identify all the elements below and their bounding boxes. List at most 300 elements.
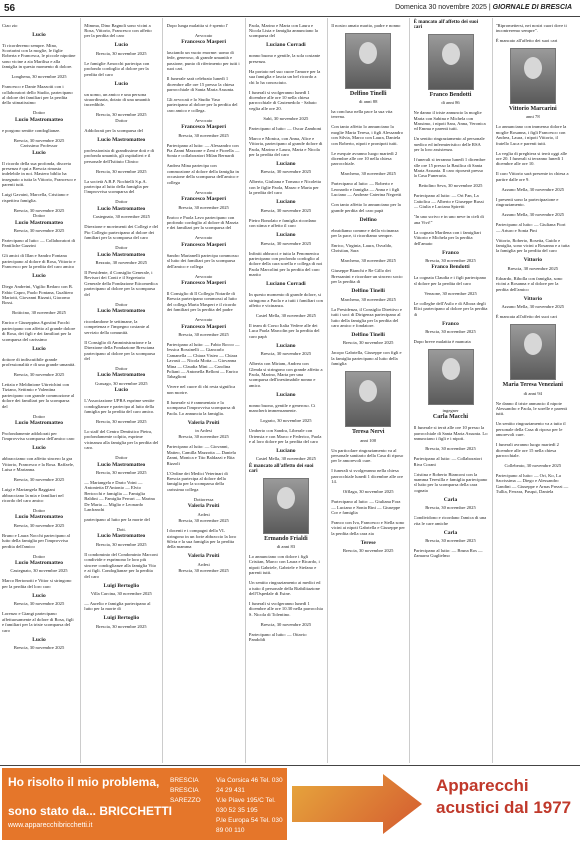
place-date: Botticino, 30 novembre 2025 bbox=[12, 310, 66, 316]
arrow-graphic-icon bbox=[292, 774, 422, 834]
obituary-text: Un sentito ringraziamento al personale medico ed infermieristico delle RSA per la loro assistenza. bbox=[413, 136, 485, 153]
obituary-text: "Ripromettersi, nei nostri cuori dove ti incontreremo sempre". bbox=[495, 22, 567, 33]
deceased-name: Delfino Tinelli bbox=[351, 288, 385, 295]
deceased-name: Franco bbox=[442, 320, 459, 327]
place-date: Azzano Mella, 30 novembre 2025 bbox=[501, 304, 565, 310]
obituary-text: Con tanto affetto lo annunciano la moglie Maria Teresa, i figli Alessandro con Silvia, Marco con Laura, Daniela con Roberto, nipoti e pronipoti tutti. bbox=[331, 124, 403, 146]
obituary-text: Il nostro amato marito, padre e nonno bbox=[331, 22, 401, 28]
deceased-name: Luciano bbox=[276, 448, 296, 454]
deceased-name: Francesco Masperi bbox=[181, 124, 226, 131]
obituary-text: nonno buono, gentile e generoso. Ci mancherà immensamente. bbox=[248, 402, 316, 414]
obituary-text: lasciando un vuoto enorme: uomo di fede, generoso, di grande umanità e passione, punto di riferimento per tutti i suoi cari. bbox=[166, 50, 240, 72]
obituary-text: Jacopo Gabriella, Giuseppe con figli e la famiglia partecipano al lutto della famiglia bbox=[331, 350, 402, 367]
title-line: Dottor bbox=[33, 413, 45, 419]
place-date: Brescia, 30 novembre 2025 bbox=[342, 548, 394, 554]
place-date: Brescia, 30 novembre 2025 bbox=[96, 419, 147, 424]
obituary-text: È mancato all'affetto dei suoi cari bbox=[495, 38, 558, 43]
obituary-text: Dopo lunga malattia si è spento l' bbox=[166, 22, 228, 28]
place-date: Castegnato, 30 novembre 2025 bbox=[92, 214, 150, 220]
place-date: Brescia, 30 novembre 2025 bbox=[425, 505, 476, 511]
place-date: Brescia, 30 novembre 2025 bbox=[96, 623, 147, 629]
obituary-text: In questo momento di grande dolore, si stringono a Paola e a tutti i familiari con affetto e vicinanza. bbox=[248, 292, 323, 308]
page-header bbox=[0, 0, 580, 17]
obituary-text: Partecipano al lutto: — Giuliana Fiori — Arturo e Sonia Pini bbox=[495, 222, 566, 233]
obituary-text: abbracciamo con affetto sincero la gra Vittorio, Francesco e la Rosa. Raffaele, Luisa e Marianna. bbox=[2, 456, 75, 473]
title-line: Dottor bbox=[115, 455, 128, 461]
title-line: Dottor bbox=[115, 365, 128, 371]
obituary-text: Ne danno il triste annuncio la moglie Maria con Sabina e Michela con Massimo, i nipoti Sara, Anna, Veronica ed Emma e parenti tutti. bbox=[413, 110, 486, 132]
page-number: 56 bbox=[4, 3, 16, 14]
advertising-footer bbox=[0, 765, 580, 843]
obituary-text: La Presidenza, il Consiglio Direttivo e tutti i soci di Dirigenza partecipano al lutto della famiglia per la perdita del caro amico e fondatore. bbox=[331, 306, 402, 328]
title-line: anni 78 bbox=[525, 114, 540, 120]
ad-contact-row bbox=[216, 776, 287, 796]
obituary-text: I funerali si svolgeranno lunedì 1 dicembre alle ore 10 nella chiesa parrocchiale di Castenedolo - Sabato veglia alle ore 20. bbox=[248, 89, 317, 111]
column-7 bbox=[496, 18, 570, 763]
title-line: Dottor bbox=[33, 213, 45, 219]
obituary-text: È mancata all'affetto dei suoi cari bbox=[495, 314, 558, 320]
deceased-photo bbox=[345, 371, 391, 427]
place-date: Brescia, 30 novembre 2025 bbox=[13, 477, 65, 483]
ad-hearing-line-2: acustici dal 1977 bbox=[436, 798, 572, 817]
obituary-text: — Aurelio e famiglia partecipano al lutto per la morte di bbox=[84, 600, 151, 612]
obituary-text: Vivere nel cuore di chi resta significa non morire. bbox=[166, 384, 236, 395]
deceased-name: Francesco Masperi bbox=[181, 323, 226, 330]
obituary-text: Vittorio, Roberto, Rosetta, Guido e famiglia, sono vicini a Rosanna e a tutta la famiglia per la perdita del caro bbox=[495, 237, 570, 254]
title-line: Dottor bbox=[33, 110, 45, 116]
deceased-name: Luciano bbox=[276, 342, 296, 349]
deceased-name: Lucio Mastromatteo bbox=[97, 307, 146, 314]
obituary-text: Lo staff del Centro Dentistico Pietra, profondamente colpito, esprime vicinanza alla famiglia per la perdita del caro. bbox=[84, 429, 159, 451]
obituary-text: Francesco e Dante Mazzotti con i collaboratori dello Studio, partecipano al dolore dei familiari per la perdita dello stimatissimo bbox=[2, 84, 73, 106]
deceased-name: Lucio Mastromatteo bbox=[14, 514, 63, 521]
place-date: Brescia, 30 novembre 2025 bbox=[13, 207, 65, 213]
deceased-name: Lucio bbox=[32, 636, 46, 643]
place-date: Brescia, 30 novembre 2025 bbox=[13, 644, 65, 650]
obituary-text: Il condominio del Condominio Marconi condivide e esprimono le loro più sincere condoglianze alla famiglia Vito e ai figli. Condoglianze per la perdita del caro bbox=[84, 551, 158, 579]
ad-location: BRESCIA bbox=[170, 787, 199, 794]
obituary-text: Letizia e Meldinione Uttreichini con Tiziano, Settimio e Valentina partecipano con grande commozione al dolore dei familiari per la scomparsa del bbox=[2, 381, 75, 409]
ad-hearing-aids[interactable] bbox=[290, 768, 578, 840]
ad-contact-row bbox=[216, 816, 287, 836]
title-line: Avvocato bbox=[194, 117, 213, 123]
obituary-text: Bruno e Laura Nocchi partecipano al lutto della famiglia per l'improvvisa perdita dell'amico bbox=[2, 532, 70, 549]
obituary-text: Lo annunciano con dolore i figli Cristian, Marco con Laura e Ricardo, i nipoti Gabriele, Gabriele e Stefano e parenti tutti. bbox=[248, 554, 320, 576]
deceased-photo bbox=[345, 33, 391, 89]
ad-contact-row bbox=[216, 796, 287, 816]
title-line: in Ardesi bbox=[195, 428, 212, 434]
deceased-name: Lucio Mastromatteo bbox=[97, 372, 146, 379]
obituary-text: Luigi Gavaini, Marcella, Cristiano e rispettiva famiglia. bbox=[2, 192, 69, 203]
deceased-name: Lucio Mastromatteo bbox=[97, 136, 146, 143]
column-3 bbox=[167, 18, 241, 763]
obituary-text: Infiniti abbracci e tutta la Fenomenica partecipano con profondo cordoglio al dolore della cara sorella e collega di noi Paola Marcolini per la perdita del caro marito bbox=[248, 250, 323, 278]
deceased-name: Carla bbox=[443, 529, 458, 536]
obituary-text: Pietro Bonolato e famiglia ricordano con stima e affetto il caro bbox=[248, 217, 317, 229]
deceased-name: Carla bbox=[443, 496, 458, 503]
obituary-text: dottore di indiscutibile grande professionalità e di una grande umanità. bbox=[2, 356, 76, 367]
obituary-text: La società A.B.P. Nochtelli S.p.A. partecipa al lutto della famiglia per l'improvvisa scomparsa del bbox=[84, 178, 149, 195]
column-5 bbox=[331, 18, 405, 763]
place-date: Brescia, 30 novembre 2025 bbox=[425, 446, 476, 452]
deceased-photo bbox=[428, 34, 474, 90]
deceased-name-large: Delfino Tinelli bbox=[349, 90, 387, 97]
place-date: Sabì, 30 novembre 2025 bbox=[263, 115, 309, 121]
obituary-text: Partecipano al lutto: — Ottavio Pandoldi bbox=[248, 631, 307, 643]
title-line: Avvocato bbox=[194, 189, 213, 195]
deceased-name: Luigi Bertoglio bbox=[103, 582, 140, 589]
obituary-text: Sandro Marianelli partecipa commosso al lutto dei familiari per la scomparsa dell'amico e collega bbox=[166, 252, 239, 269]
title-line: Dottor bbox=[115, 199, 128, 205]
deceased-name: Francesco Masperi bbox=[181, 196, 226, 203]
obituary-text: ebraidiamo comme e della vicinanza per la pace, ti ricordiamo sempre. bbox=[331, 227, 399, 239]
obituary-text: Il Consiglio di Il Collegio Notarile di Brescia partecipano commossi al lutto del collega Marta Masperi e il ricordo dei familiari per la perdita del padre bbox=[166, 290, 237, 313]
title-line: Avvocato bbox=[194, 317, 213, 323]
place-date: Longhena, 30 novembre 2025 bbox=[11, 74, 67, 80]
obituary-text: e porgono sentite condoglianze. bbox=[2, 127, 61, 133]
title-line: di anni 83 bbox=[276, 544, 296, 550]
obituary-text: Umberto con Sandra, Liberale con Ortensia e con Marco e Federico, Paola e al loro dolore per la perdita del caro bbox=[248, 428, 322, 444]
deceased-name: Lucio bbox=[32, 273, 46, 280]
obituary-text: L'Associazione UPRA esprime sentite condoglianze e partecipa al lutto della famiglia per la perdita del caro amico. bbox=[84, 398, 155, 414]
deceased-name: Lucio Mastromatteo bbox=[97, 251, 146, 258]
obituary-text: — Mariangela e Dario Voini — Antonietta D'Antonio — Elvio Bertocchi e famiglia — Famiglia Baldini — Famiglia Ferrari — Marina De Maria — Miglio e Leonardo Lanfranchi bbox=[84, 480, 155, 513]
obituary-text: Edoardo, Ribolla con famiglia, sono vicini a Rosanna e al dolore per la perdita dell'amico bbox=[495, 275, 563, 292]
place-date: Castel Mella, 30 novembre 2025 bbox=[255, 456, 316, 462]
obituary-text: Giuseppe Bianchi e Re Gillo dei Bressanini e ricordare un sincero socio per la perdita di bbox=[331, 268, 403, 285]
place-date: Azzano Mella, 30 novembre 2025 bbox=[501, 212, 565, 218]
ad-locations bbox=[170, 776, 201, 806]
place-date: Brescia, 30 novembre 2025 bbox=[178, 331, 229, 337]
obituary-text: Partecipano al lutto: — Roberto e Leonardo e famiglia — Anna e i figli Luciano — Andreae Caterina Negretti bbox=[331, 181, 402, 198]
title-line: di anni 88 bbox=[359, 99, 378, 104]
obituary-text: La veglia di preghiera si terrà oggi alle ore 20. I funerali si terranno lunedì 1 dicembre alle ore 10. bbox=[495, 150, 568, 167]
place-date: Brescia, 30 novembre 2025 bbox=[260, 207, 312, 213]
deceased-name-large: Maria Teresa Veneziani bbox=[502, 382, 563, 389]
place-date: Brescia, 30 novembre 2025 bbox=[425, 538, 476, 543]
obituary-text: Addolorati per la scomparsa del bbox=[84, 127, 143, 133]
place-date: Venzone, 30 novembre 2025 bbox=[424, 290, 477, 296]
deceased-name: Luciano bbox=[276, 161, 296, 168]
obituary-text: Il funerale si è rammentato e la scomparsa l'improvvisa scomparsa di Paola. Lo annuncia la famiglia. bbox=[166, 399, 236, 416]
deceased-name: Lucio Mastromatteo bbox=[14, 116, 63, 123]
ad-address: V.le Piave 195/C bbox=[216, 797, 264, 804]
ad-headline-2: sono stato da... BRICCHETTI bbox=[8, 804, 173, 818]
obituary-text: Lo annunciano con immenso dolore la moglie Rosanna, i figli Francesco con Andrea, Laura, i nipoti Vittorio, il fratello Luca e parenti tutti. bbox=[495, 124, 567, 146]
obituary-text: un uomo, un amico e una persona straordinaria, dotato di una umanità incredibile. bbox=[84, 91, 150, 108]
title-line: Avvocato bbox=[194, 32, 213, 38]
column-4 bbox=[249, 18, 323, 763]
ad-website[interactable]: www.apparecchibricchetti.it bbox=[8, 822, 93, 829]
place-date: Rezzato, 30 novembre 2025 bbox=[95, 259, 148, 265]
deceased-name: Lucio bbox=[32, 31, 46, 38]
deceased-name: Terese bbox=[360, 539, 376, 546]
obituary-text: Direzione e movimenti dei Collegi e del Pio Collegio partecipano al dolore dei familiari per la scomparsa del caro bbox=[84, 224, 159, 241]
announcement-heading: È mancato all'affetto dei suoi cari bbox=[413, 19, 479, 31]
deceased-name: Lucio Mastromatteo bbox=[97, 461, 146, 468]
place-date: Marcheno, 30 novembre 2025 bbox=[340, 171, 396, 177]
title-line: Dottor bbox=[115, 117, 128, 123]
header-date-line: Domenica 30 novembre 2025 | GIORNALE DI BRESCIA bbox=[395, 4, 572, 11]
obituary-text: Un particolare ringraziamento va al personale sanitario della Casa di riposo per le amorevoli cure. bbox=[331, 447, 404, 464]
obituary-text: Franco con Iva, Francesco e Stella sono vicini ai nipoti Gabriella e Giuseppe per la perdita della cara zia bbox=[331, 519, 405, 536]
obituary-text: La cognata Marilena con i famigliari Vittorio e Michela per la perdita dell'amato bbox=[413, 229, 481, 246]
obituary-text: Il ricordo della sua profonda, discreta presenza è qui a Brescia rimasta indelebile in noi. Mastero biblio ha insegnato a tutta la Vittorio, Francesco e parenti tutti. bbox=[2, 160, 76, 188]
deceased-name: Luciano Corradi bbox=[266, 42, 306, 49]
place-date: Brescia, 30 novembre 2025 bbox=[342, 340, 394, 346]
deceased-photo bbox=[263, 478, 309, 534]
place-date: Brescia, 30 novembre 2025 bbox=[260, 351, 312, 357]
column-divider bbox=[409, 18, 410, 763]
ad-location: BRESCIA bbox=[170, 777, 199, 784]
deceased-name: Lucio bbox=[114, 80, 129, 87]
obituary-text: Le famiglie Arnocchi partecipa con profondo cordoglio al dolore per la perdita del caro bbox=[84, 60, 150, 77]
deceased-name: Valeria Proiti bbox=[187, 419, 220, 426]
deceased-name: Lucio Mastromatteo bbox=[14, 219, 63, 226]
title-line: Carissimo Professor bbox=[20, 143, 58, 149]
title-line: di anni 86 bbox=[441, 100, 460, 106]
deceased-name: Lucio bbox=[32, 592, 46, 599]
obituary-text: Condividono e ricordano l'amica di una vita le care amiche bbox=[413, 515, 487, 526]
place-date: Brescia, 30 novembre 2025 bbox=[425, 328, 476, 334]
deceased-name: Lucio bbox=[32, 345, 46, 352]
place-date: Brescia, 30 novembre 2025 bbox=[96, 541, 147, 547]
title-line: Avvocato bbox=[194, 235, 213, 241]
obituary-text: Ti ricorderemo sempre. Mino, Scortarini con la moglie, le figlie Roberta e Francesca, le piccole nipotine sono vicine a zia Marilisa e alla famiglia in questo momento di dolore. bbox=[2, 42, 76, 70]
place-date: Villa Carcina, 30 novembre 2025 bbox=[90, 590, 152, 596]
column-1 bbox=[2, 18, 76, 763]
obituary-text: La cognata Claudia e i figli partecipano al dolore per la perdita del caro bbox=[413, 275, 487, 286]
deceased-name: Lucio Mastromatteo bbox=[97, 533, 146, 540]
title-line: Dottor bbox=[33, 508, 45, 514]
obituary-text: Enrico e Giuseppina Agostini Facchi partecipano con affetto al grande dolore di Rosa, dei figli e dei familiari per la scomparsa del carissimo bbox=[2, 320, 76, 342]
deceased-name: Franco bbox=[442, 249, 459, 256]
column-divider bbox=[245, 18, 246, 763]
obituary-text: Le colleghe dell'Asilo e di Albora degli Elici partecipano al dolore per la perdita di bbox=[413, 300, 488, 317]
deceased-name: Luciano bbox=[276, 391, 296, 398]
place-date: Gussago, 30 novembre 2025 bbox=[95, 380, 148, 386]
deceased-name-large: Vittorio Marcarini bbox=[508, 106, 557, 112]
title-line: Dottor bbox=[33, 553, 45, 559]
ad-hearing-line-1: Apparecchi bbox=[436, 776, 529, 795]
obituary-text: Gli avvocati e lo Studio Vaso partecipano al dolore per la perdita del caro amico e collega. bbox=[166, 97, 238, 113]
place-date: Azzano Mella, 30 novembre 2025 bbox=[501, 186, 565, 192]
deceased-name: Francesco Masperi bbox=[181, 241, 226, 248]
deceased-name: Luciano bbox=[276, 232, 296, 239]
place-date: Brescia, 30 novembre 2025 bbox=[178, 204, 229, 210]
place-date: Brescia, 30 novembre 2025 bbox=[507, 265, 559, 271]
place-date: Brescia, 30 novembre 2025 bbox=[178, 568, 229, 574]
title-line: Ardesi bbox=[197, 511, 210, 517]
obituary-text: Ciao zio bbox=[2, 22, 18, 28]
deceased-name: Valeria Proiti bbox=[187, 553, 220, 560]
obituary-text: I presenti sono la partecipazione e ringraziamento. bbox=[495, 196, 559, 208]
title-line: Dott. bbox=[116, 527, 126, 533]
obituary-text: nonno buono e gentile, la sola costante presenza. bbox=[248, 53, 321, 64]
deceased-photo bbox=[428, 349, 474, 405]
obituary-text: Marco e Monica, con Anna, Alice e Vittoria, partecipano al grande dolore di Paola, Marino e Laura, Marta e Nicola per la perdita del caro bbox=[248, 135, 323, 158]
title-line: Dottor bbox=[115, 301, 128, 307]
obituary-text: Partecipano al lutto: — Ori Fan, La Cattolica — Alberto e Giuseppe Russi — Giulia e Luciana Spiretti bbox=[413, 193, 484, 210]
place-date: Castegnato, 30 novembre 2025 bbox=[10, 568, 68, 574]
obituary-text: "In uno scrivo e in uno neve in cieli di una Vivi!" bbox=[413, 214, 484, 225]
obituary-text: Diego Andreini, Vigilio Redaro con B. Fabio Capro, Paolo Fontana, Gualtiero Mariotti, Giovanni Rizzuti, Giacomo Bossi. bbox=[2, 284, 74, 306]
place-date: Brescia, 30 novembre 2025 bbox=[178, 434, 229, 440]
deceased-name: Delfino bbox=[359, 216, 377, 223]
ad-address: Via Corsica 46 bbox=[216, 777, 259, 784]
obituary-text: Con tanto affetto lo annunciano per la grande perdita del caro papà bbox=[331, 202, 401, 213]
place-date: Brescia, 30 novembre 2025 bbox=[96, 112, 147, 118]
newspaper-name: GIORNALE DI BRESCIA bbox=[492, 4, 572, 11]
deceased-name: Luigi Bertoglio bbox=[103, 615, 140, 622]
obituary-text: Dopo breve malattia è mancata bbox=[413, 338, 471, 344]
obituary-text: Partecipano al lutto: — Giovanni, Matteo, Camilla Mazzotta — Daniela Zanni, Monica e Tito Baldazzi e Rita Rizzoli bbox=[166, 444, 236, 466]
obituary-text: Partecipano al lutto: — Collaboratori Riva Corani bbox=[413, 456, 482, 467]
obituary-text: Marco Bertonotti e Vittor si stringono per la perdita del loro caro bbox=[2, 578, 72, 589]
obituary-text: I funerali si terranno lunedì 1 dicembre alle ore 15 presso la Basilica di Santa Maria Assunta. Il caro riposerà presso la Casa Funeraria. bbox=[413, 157, 486, 179]
column-divider bbox=[492, 18, 493, 763]
deceased-name: Lucio bbox=[32, 445, 46, 452]
obituary-text: Partecipano al lutto: — Ori, Ko, La Sacrissima — Diego e Alessandro Gandini — Giuseppe e Arnas Prezzi — Tullia, Ferrara, Pasqui, Daniela bbox=[495, 472, 569, 495]
obituary-text: Un sentito ringraziamento ai medici ed a tutto il personale della Riabilitazione dell'Ospedale di Esine. bbox=[248, 580, 321, 597]
obituary-text: L'Ordine dei Medici Veterinari di Brescia partecipa al dolore della famiglia per la scomparsa della carissima collega bbox=[166, 470, 228, 492]
place-date: Marcheno, 30 novembre 2025 bbox=[340, 296, 396, 302]
title-line: anni 100 bbox=[360, 437, 377, 443]
obituary-text: Alberto, Giuliana e Tomaso e Nicoletta con le figlie Paola, Marzo e Marta per la perdita del caro bbox=[248, 179, 321, 196]
title-line: di anni 94 bbox=[523, 390, 542, 396]
obituary-text: I funerali si svolgeranno nella chiesa parrocchiale lunedì 1 dicembre alle ore 14. bbox=[331, 468, 403, 485]
obituary-text: Paola, Marino e Marta con Laura e Nicola Lista e famiglia annunciano la scomparsa del bbox=[248, 22, 318, 39]
obituary-text: I funerali avranno luogo martedì 2 dicembre alle ore 15 nella chiesa parrocchiale. bbox=[495, 442, 559, 458]
deceased-name-large: Teresa Nervi bbox=[351, 429, 385, 436]
deceased-name: Lucio Mastromatteo bbox=[14, 560, 63, 567]
deceased-name: Francesco Masperi bbox=[181, 39, 226, 45]
place-date: Brescia, 30 novembre 2025 bbox=[96, 168, 147, 174]
deceased-name: Lucio bbox=[32, 149, 46, 156]
deceased-name: Luciano bbox=[276, 199, 296, 206]
deceased-name: Lucio Mastromatteo bbox=[14, 420, 63, 426]
place-date: Brescia, 30 novembre 2025 bbox=[260, 240, 312, 246]
title-line: ingegner bbox=[442, 407, 459, 413]
obituary-text: Andrea Mina partecipa con commozione al dolore della famiglia in occasione della scomparsa dell'amico e collega bbox=[166, 163, 239, 185]
obituary-text: Il funerale sarà celebrato lunedì 1 dicembre alle ore 15 presso la chiesa parrocchiale di Santa Maria Assunta. bbox=[166, 76, 235, 93]
place-date: Brescia, 30 novembre 2025 bbox=[13, 227, 65, 233]
title-line: Dottoressa bbox=[193, 496, 214, 502]
deceased-name-large: Franco Bendotti bbox=[429, 91, 472, 98]
obituary-text: Il Presidente, il Consiglio Generale, i Revisori dei Conti e il Segretario Generale della Fondazione Eticomedica partecipano al dolore per la scomparsa del bbox=[84, 269, 158, 297]
deceased-name: Vittorio bbox=[523, 257, 543, 264]
obituary-text: Profondamente addolorati per l'improvvisa scomparsa dell'amico caro bbox=[2, 431, 75, 442]
ad-contacts bbox=[216, 776, 287, 836]
obituary-text: Mimma, Dino Bagnoli sono vicini a Rosa, Vittorio, Francesco con affetto per la perdita del caro bbox=[84, 22, 152, 39]
column-divider bbox=[162, 18, 163, 763]
deceased-name: Lucio Mastromatteo bbox=[97, 205, 146, 212]
obituary-text: I docenti e i compagni della VL stringono in un forte abbraccio la loro Silvia e la sua famiglia per la perdita della mamma bbox=[166, 528, 237, 550]
ad-address: P.le Europa 54 bbox=[216, 817, 259, 824]
deceased-photo bbox=[510, 48, 556, 104]
title-line: Avvocato bbox=[194, 273, 213, 279]
deceased-name: Delfino Tinelli bbox=[351, 331, 385, 338]
obituary-text: Partecipano al lutto: — Giuliana Fora — Luciano e Sonia Rini — Giuseppe Cor e famiglia bbox=[331, 499, 401, 515]
column-6 bbox=[414, 18, 488, 763]
place-date: Brescia, 30 novembre 2025 bbox=[260, 621, 312, 627]
obituary-text: Partecipano al lutto: — Fabio Rocco — Jessica Rossinelli — Giancarlo Camanella — Chiara Visteo — Chiara Lavasti — Nicola Motta — Giovanna Mina — Claudia Mini — Carolina Poliani — Antonella Belloni — Enrico Tabaglioni bbox=[166, 341, 240, 380]
obituary-text: Ha portato nel suo cuore l'amore per la sua famiglia e lascia un bel ricordo a chi lo ha conosciuto. bbox=[248, 68, 321, 85]
ad-headline-1: Ho risolto il mio problema, bbox=[8, 775, 160, 789]
obituary-text: partecipano al lutto per la morte del bbox=[84, 517, 150, 523]
obituary-text: Il caro Vittorio sarà presente in chiesa a partire dalle ore 9. bbox=[495, 171, 569, 182]
column-2 bbox=[84, 18, 158, 763]
obituary-text: Un sentito ringraziamento va a tutto il personale della Casa di riposo per le amorevoli cure. bbox=[495, 421, 566, 438]
obituary-text: Enrico, Virginia, Laura, Osvaldo, Christian, Sara bbox=[331, 243, 393, 254]
deceased-name: Franco Bendotti bbox=[431, 264, 470, 271]
place-date: Brescia, 30 novembre 2025 bbox=[178, 132, 229, 138]
obituary-text: Lorenzo e Giangi partecipano affettuosamente al dolore di Rosa, figli e familiari per la triste scomparsa del caro bbox=[2, 611, 74, 633]
deceased-name: Vittorio bbox=[523, 295, 543, 302]
ad-phone: Tel. 030 24 29 431 bbox=[216, 777, 283, 794]
obituary-text: ricordandone le settimane, la competenza e l'impegno costante al servizio della comunità. bbox=[84, 318, 150, 335]
obituary-text: I funerali si svolgeranno lunedì 1 dicembre alle ore 10.30 nella parrocchia S. Nicola di Tolentino. bbox=[248, 601, 323, 617]
place-date: Marcheno, 30 novembre 2025 bbox=[340, 258, 396, 264]
obituary-text: Partecipano al lutto: — Oscar Zamboni bbox=[248, 125, 322, 131]
place-date: Brescia, 30 novembre 2025 bbox=[260, 169, 312, 175]
obituary-text: Partecipano al lutto: — Collaboratori di Pantiliche Gazzini bbox=[2, 237, 76, 249]
title-line: Ardesi bbox=[197, 561, 210, 567]
deceased-name: Lucio bbox=[114, 387, 129, 394]
obituary-text: Enrico e Paola Lavo partecipano con profondo cordoglio al dolore di Marzia e dei familiari per la scomparsa del bbox=[166, 214, 239, 231]
obituary-text: professionista di grandissime doti e di profonda umanità, gli ospitalieri e il personale dell'Istituto Clinico bbox=[84, 147, 155, 164]
place-date: Brescia, 30 novembre 2025 bbox=[13, 137, 65, 143]
place-date: Brescia, 30 novembre 2025 bbox=[96, 50, 147, 56]
deceased-name-large: Carla Macchi bbox=[432, 414, 469, 421]
deceased-name: Valeria Proiti bbox=[187, 503, 220, 510]
obituary-text: Cristina e Roberto Bianconi con la mamma Teresilla e famiglia partecipano al lutto per la scomparsa della cara cognata bbox=[413, 471, 488, 493]
place-date: Brescia, 30 novembre 2025 bbox=[13, 371, 65, 377]
obituary-text: Il team di Corso Italia Vedere alle dei Luca Paola Marcolin per la perdita del caro papà bbox=[248, 322, 320, 339]
deceased-photo bbox=[510, 324, 556, 380]
place-date: Bettolino Seva, 30 novembre 2025 bbox=[418, 183, 483, 189]
obituary-text: Le esequie avranno luogo martedì 2 dicembre alle ore 10 nella chiesa parrocchiale. bbox=[331, 150, 398, 167]
ad-phone: Tel. 030 52 35 195 bbox=[216, 797, 276, 814]
announcement-heading: È mancato all'affetto dei suoi cari bbox=[248, 462, 314, 475]
place-date: Brescia, 30 novembre 2025 bbox=[13, 601, 65, 607]
obituary-text: Partecipano al lutto: — Bruna Ros — Zamarra Guglielmo bbox=[413, 548, 483, 559]
obituary-text: Ne danno il triste annuncio il nipote Alessandro e Paola, le sorelle e parenti tutti. bbox=[495, 400, 568, 417]
place-date: Offlaga, 30 novembre 2025 bbox=[342, 489, 394, 495]
place-date: Collebeato, 30 novembre 2025 bbox=[504, 462, 562, 468]
place-date: Castel Mella, 30 novembre 2025 bbox=[255, 312, 316, 318]
obituary-text: Il funerale si terrà alle ore 10 presso la parrocchiale di Santa Maria Assunta. Lo annunciano i figli e i nipoti. bbox=[413, 425, 488, 442]
title-line: Dottor bbox=[115, 245, 128, 251]
obituary-text: ha concluso nella pace la sua vita terrena. bbox=[331, 109, 393, 120]
deceased-name: Francesco Masperi bbox=[181, 279, 226, 286]
deceased-name: Lucio bbox=[114, 42, 129, 49]
obituary-text: Gli amici di Illan e Sandro Fontana partecipano al dolore di Rosa, Vittorio e Francesco per la perdita del caro amico bbox=[2, 253, 76, 270]
ad-phone: Tel. 030 89 00 110 bbox=[216, 817, 283, 834]
obituary-text: Luigi e Mariangela Raggiani abbracciano la mia e familiari nel ricordo del caro amico bbox=[2, 487, 64, 504]
ad-location: SAREZZO bbox=[170, 797, 201, 804]
obituary-text: Il Consiglio di Amministrazione e la Direzione della Fondazione Bresciana partecipano al dolore per la scomparsa del bbox=[84, 339, 156, 361]
obituary-text: Alberta con Miriam, Andrea con Glenda si stringono con grande affetto a Paola, Marino, Marta per una scomparsa dell'inestimabile nonno e amico. bbox=[248, 361, 323, 388]
place-date: Brescia, 30 novembre 2025 bbox=[13, 522, 65, 528]
place-date: Lograto, 30 novembre 2025 bbox=[260, 418, 312, 424]
header-date: Domenica 30 novembre 2025 bbox=[395, 4, 487, 11]
obituary-text: Partecipano al lutto: — Alessandro con Pia Zanni Mazzone e Zeni e Fiorella — Sonia e collaboratori Milan Bernardi bbox=[166, 142, 240, 159]
deceased-name: Luciano Corradi bbox=[266, 281, 306, 288]
column-divider bbox=[80, 18, 81, 763]
ad-bricchetti[interactable] bbox=[2, 768, 287, 840]
place-date: Brescia, 30 novembre 2025 bbox=[178, 518, 229, 524]
